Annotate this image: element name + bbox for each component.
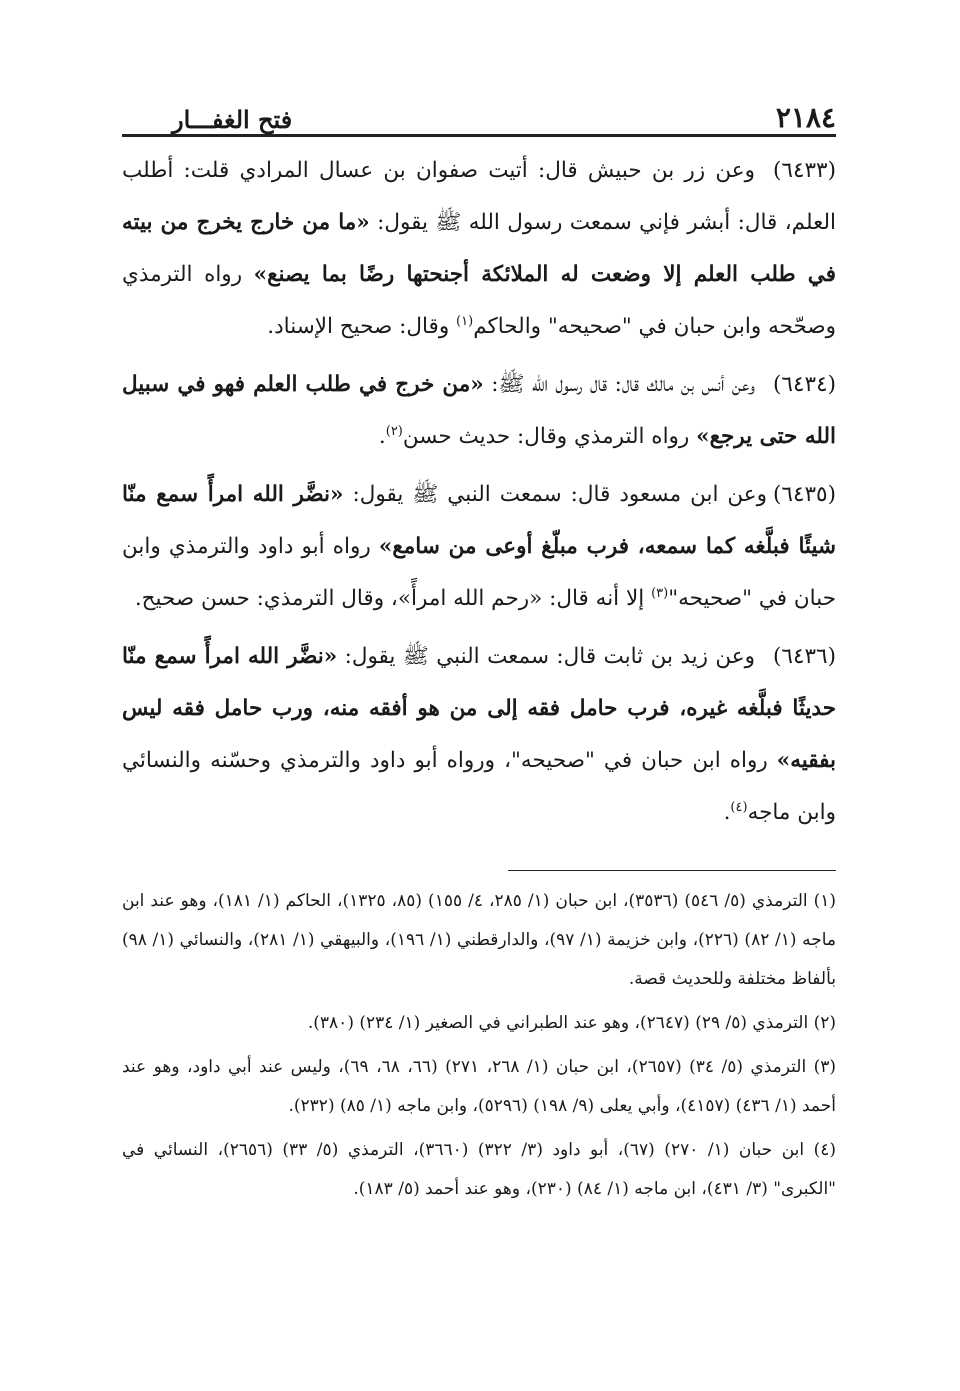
hadith-text: «من خرج في طلب العلم فهو في سبيل الله حتى يرجع» bbox=[122, 372, 836, 449]
hadith-intro: وعن ابن مسعود قال: سمعت النبي ﷺ يقول: bbox=[343, 482, 768, 507]
footnote-separator bbox=[508, 870, 836, 871]
hadith-outro: رواه أبو داود والترمذي وابن حبان في "صحيحه" bbox=[122, 534, 836, 611]
hadith-outro-end: وقال: صحيح الإسناد. bbox=[267, 314, 457, 339]
footnote-3: (٣) الترمذي (٥/ ٣٤) (٢٦٥٧)، ابن حبان (١/ ٢٦٨، ٢٧١) (٦٦، ٦٨، ٦٩)، وليس عند أبي داود، وهو عند أحمد (١/ ٤٣٦) (٤١٥٧)، وأبي يعلى (٩/ ١٩٨) (٥٢٩٦)، وابن ماجه (١/ ٨٥) (٢٣٢). bbox=[122, 1057, 837, 1116]
hadith-outro: رواه الترمذي وقال: حديث حسن bbox=[402, 424, 697, 449]
hadith-text: «ما من خارج يخرج من بيته في طلب العلم إلا وضعت له الملائكة أجنحتها رضًا بما يصنع» bbox=[122, 210, 836, 287]
hadith-text: «نضَّر الله امرأً سمع منّا حديثًا فبلَّغه غيره، فرب حامل فقه إلى من هو أفقه منه، ورب حامل فقه ليس بفقيه» bbox=[122, 644, 836, 773]
hadith-intro: وعن زيد بن ثابت قال: سمعت النبي ﷺ يقول: bbox=[337, 644, 755, 669]
hadith-outro-end: . bbox=[723, 800, 731, 825]
page-number: ٢١٨٤ bbox=[775, 101, 836, 134]
hadith-outro-end: إلا أنه قال: «رحم الله امرأً»، وقال الترمذي: حسن صحيح. bbox=[134, 586, 652, 611]
hadith-paragraph-6434 bbox=[122, 359, 836, 463]
book-title: فتح الغفـــار bbox=[172, 105, 293, 134]
footnote-ref[interactable]: (٢) bbox=[385, 423, 403, 439]
hadith-number: (٦٤٣٦) bbox=[773, 644, 836, 669]
hadith-outro-end: . bbox=[378, 424, 386, 449]
footnote-1: (١) الترمذي (٥/ ٥٤٦) (٣٥٣٦)، ابن حبان (١/ ٢٨٥، ٤/ ١٥٥) (٨٥، ١٣٢٥)، الحاكم (١/ ١٨١)، وهو عند ابن ماجه (١/ ٨٢) (٢٢٦)، وابن خزيمة (١/ ٩٧)، والدارقطني (١/ ١٩٦)، والبيهقي (١/ ٢٨١)، والنسائي (١/ ٩٨) بألفاظ مختلفة وللحديث قصة. bbox=[122, 891, 837, 989]
header-rule bbox=[122, 134, 836, 137]
hadith-paragraph-6436 bbox=[122, 631, 836, 839]
hadith-number: (٦٤٣٣) bbox=[773, 158, 836, 183]
footnote-ref[interactable]: (٣) bbox=[651, 585, 669, 601]
hadith-number: (٦٤٣٥) bbox=[773, 482, 836, 507]
hadith-paragraph-6435 bbox=[122, 469, 836, 625]
hadith-intro: وعن أنس بن مالك قال: قال رسول الله ﷺ: bbox=[483, 372, 756, 397]
hadith-intro: وعن زر بن حبيش قال: أتيت صفوان بن عسال المرادي قلت: أطلب العلم، قال: أبشر فإني سمعت رسول الله ﷺ يقول: bbox=[122, 158, 836, 235]
hadith-text: «نضَّر الله امرأً سمع منّا شيئًا فبلَّغه كما سمعه، فرب مبلّغ أوعى من سامع» bbox=[122, 482, 836, 559]
footnote-ref[interactable]: (١) bbox=[456, 313, 474, 329]
hadith-paragraph-6433 bbox=[122, 145, 836, 353]
hadith-outro: رواه ابن حبان في "صحيحه"، ورواه أبو داود والترمذي وحسّنه والنسائي وابن ماجه bbox=[122, 748, 836, 825]
footnote-4: (٤) ابن حبان (١/ ٢٧٠) (٦٧)، أبو داود (٣/ ٣٢٢) (٣٦٦٠)، الترمذي (٥/ ٣٣) (٢٦٥٦)، النسائي في "الكبرى" (٣/ ٤٣١)، ابن ماجه (١/ ٨٤) (٢٣٠)، وهو عند أحمد (٥/ ١٨٣). bbox=[122, 1140, 837, 1199]
main-text bbox=[122, 145, 836, 845]
running-header bbox=[122, 88, 836, 134]
footnotes bbox=[122, 882, 836, 1214]
hadith-number: (٦٤٣٤) bbox=[773, 372, 837, 397]
footnote-ref[interactable]: (٤) bbox=[730, 799, 748, 815]
hadith-outro: رواه الترمذي وصحّحه وابن حبان في "صحيحه" والحاكم bbox=[122, 262, 836, 339]
footnote-2: (٢) الترمذي (٥/ ٢٩) (٢٦٤٧)، وهو عند الطبراني في الصغير (١/ ٢٣٤) (٣٨٠). bbox=[307, 1013, 836, 1033]
